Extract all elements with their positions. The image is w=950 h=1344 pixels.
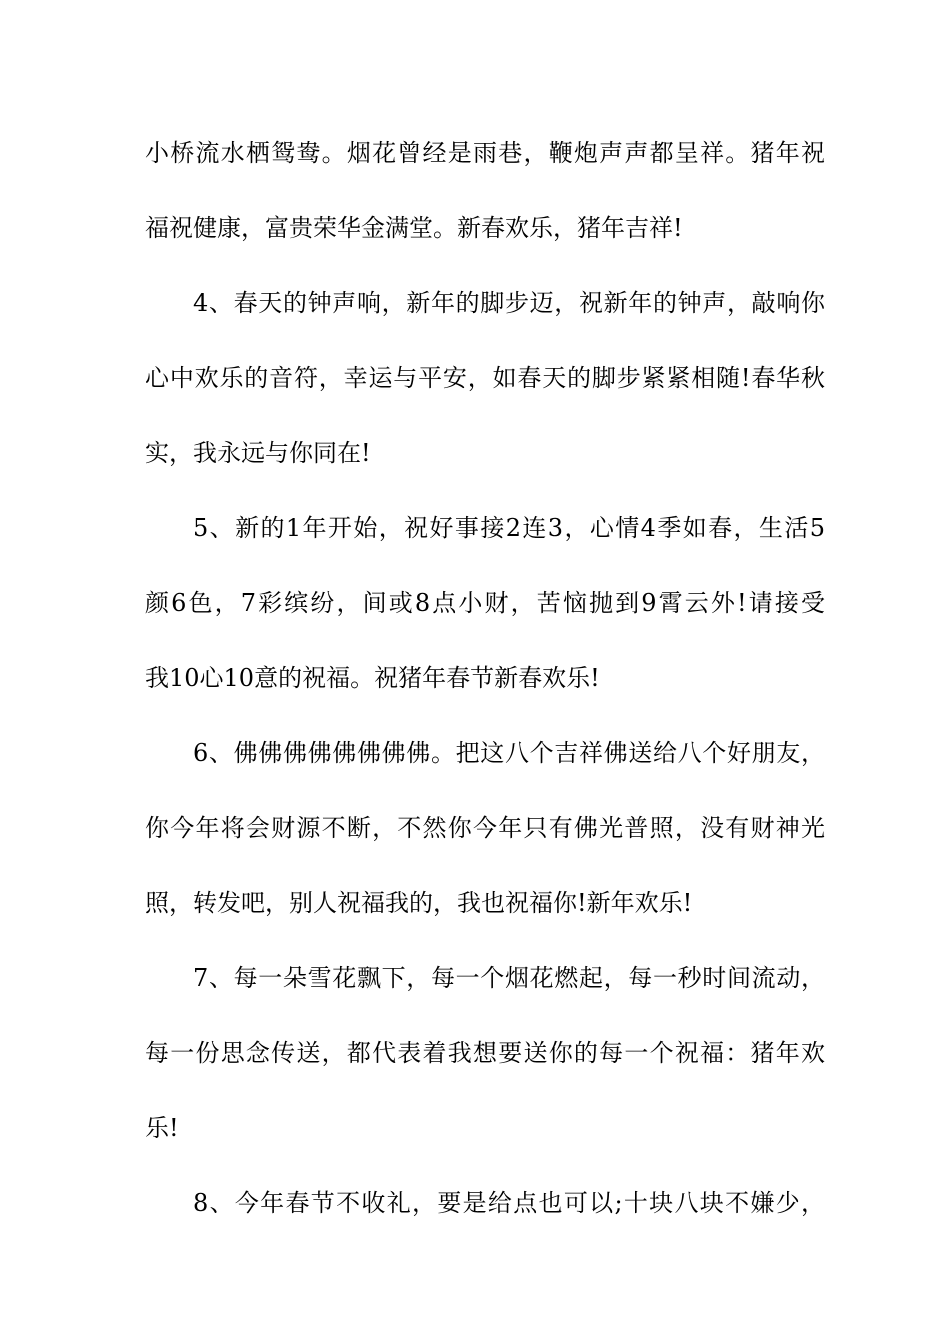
paragraph-5-line-2: 颜6色，7彩缤纷，间或8点小财，苦恼抛到9霄云外!请接受 xyxy=(145,589,825,617)
paragraph-7-line-2: 每一份思念传送，都代表着我想要送你的每一个祝福：猪年欢 xyxy=(145,1039,825,1067)
paragraph-5-line-1: 5、新的1年开始，祝好事接2连3，心情4季如春，生活5 xyxy=(193,514,825,542)
paragraph-7-line-3: 乐! xyxy=(145,1114,179,1142)
text-line-1: 小桥流水栖鸳鸯。烟花曾经是雨巷，鞭炮声声都呈祥。猪年祝 xyxy=(145,139,825,167)
paragraph-6-line-3: 照，转发吧，别人祝福我的，我也祝福你!新年欢乐! xyxy=(145,889,693,917)
paragraph-6-line-2: 你今年将会财源不断，不然你今年只有佛光普照，没有财神光 xyxy=(145,814,825,842)
paragraph-7-line-1: 7、每一朵雪花飘下，每一个烟花燃起，每一秒时间流动， xyxy=(193,964,825,992)
paragraph-8-line-1: 8、今年春节不收礼，要是给点也可以;十块八块不嫌少， xyxy=(193,1189,825,1217)
paragraph-5-line-3: 我10心10意的祝福。祝猪年春节新春欢乐! xyxy=(145,664,600,692)
paragraph-4-line-1: 4、春天的钟声响，新年的脚步迈，祝新年的钟声，敲响你 xyxy=(193,289,825,317)
text-line-2: 福祝健康，富贵荣华金满堂。新春欢乐，猪年吉祥! xyxy=(145,214,683,242)
paragraph-6-line-1: 6、佛佛佛佛佛佛佛佛。把这八个吉祥佛送给八个好朋友， xyxy=(193,739,825,767)
paragraph-4-line-2: 心中欢乐的音符，幸运与平安，如春天的脚步紧紧相随!春华秋 xyxy=(145,364,825,392)
paragraph-4-line-3: 实，我永远与你同在! xyxy=(145,439,371,467)
